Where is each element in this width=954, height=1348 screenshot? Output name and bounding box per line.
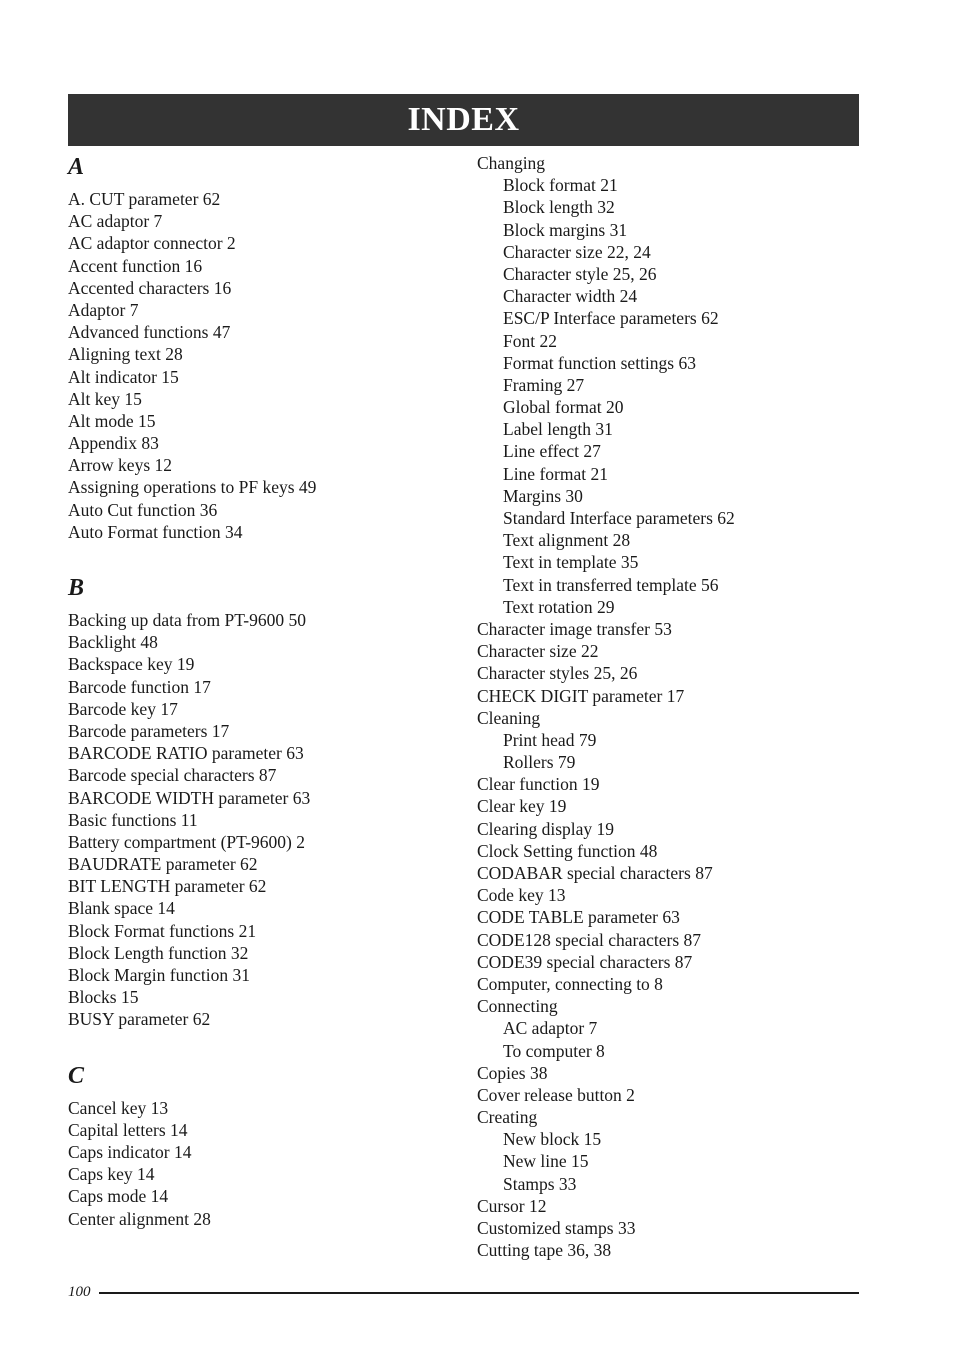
index-entry: CHECK DIGIT parameter 17 [477,685,685,706]
index-subentry: Text in template 35 [503,552,639,573]
index-subentry: Block margins 31 [503,219,628,240]
index-entry: Clear key 19 [477,796,567,817]
index-subentry: Label length 31 [503,419,613,440]
index-entry: Blocks 15 [68,987,139,1008]
footer-rule [99,1292,860,1294]
index-subentry: Character size 22, 24 [503,241,651,262]
index-entry: Assigning operations to PF keys 49 [68,477,317,498]
index-entry: Center alignment 28 [68,1208,211,1229]
index-entry: Aligning text 28 [68,344,183,365]
index-entry: Caps indicator 14 [68,1141,192,1162]
section-letter: A [68,154,85,180]
index-subentry: Block length 32 [503,197,615,218]
index-entry: Customized stamps 33 [477,1218,636,1238]
index-entry: Battery compartment (PT-9600) 2 [68,831,306,852]
index-entry: Cursor 12 [477,1195,547,1216]
index-subentry: Text rotation 29 [503,596,615,617]
section-letter: B [68,575,85,601]
index-entry: Backlight 48 [68,632,158,653]
index-subentry: New block 15 [503,1129,602,1150]
index-entry: CODABAR special characters 87 [477,863,713,883]
index-entry: BARCODE WIDTH parameter 63 [68,787,311,808]
index-subentry: Line format 21 [503,463,608,484]
index-entry: Block Format functions 21 [68,920,257,941]
index-entry: Caps mode 14 [68,1186,169,1207]
index-subentry: Stamps 33 [503,1173,577,1194]
index-entry: Cutting tape 36, 38 [477,1240,612,1261]
index-entry: CODE128 special characters 87 [477,929,702,950]
index-entry: Changing [477,153,546,173]
index-subentry: Character width 24 [503,286,638,307]
index-entry: Block Length function 32 [68,942,249,963]
index-entry: Capital letters 14 [68,1119,188,1140]
index-entry: Block Margin function 31 [68,965,250,985]
index-entry: Character styles 25, 26 [477,663,638,684]
index-entry: Cleaning [477,707,541,728]
index-entry: Adaptor 7 [68,299,139,320]
section-letter: C [68,1062,85,1089]
index-entry: Accented characters 16 [68,277,232,298]
index-entry: AC adaptor 7 [68,211,163,232]
index-subentry: Margins 30 [503,485,583,506]
index-subentry: Block format 21 [503,175,618,196]
index-entry: CODE TABLE parameter 63 [477,907,680,928]
index-subentry: ESC/P Interface parameters 62 [503,308,719,329]
index-entry: Clock Setting function 48 [477,840,658,861]
page-title: INDEX [407,101,520,138]
index-title-bar [68,94,859,146]
index-subentry: Standard Interface parameters 62 [503,508,735,528]
index-entry: Clearing display 19 [477,818,615,839]
index-entry: Creating [477,1107,538,1128]
index-entry: Computer, connecting to 8 [477,973,663,994]
index-entry: Clear function 19 [477,774,600,795]
index-entry: Auto Cut function 36 [68,499,218,520]
index-entry: Character size 22 [477,641,599,662]
index-subentry: Character style 25, 26 [503,263,657,284]
index-entry: Auto Format function 34 [68,521,243,542]
index-entry: Appendix 83 [68,433,159,454]
index-section-b [68,571,448,1031]
index-subentry: Format function settings 63 [503,352,696,373]
index-section-c [68,1059,448,1230]
index-entry: BUSY parameter 62 [68,1009,211,1030]
index-right-column [477,152,877,1261]
index-entry: Barcode key 17 [68,698,178,719]
index-subentry: AC adaptor 7 [503,1018,598,1039]
index-entry: Alt mode 15 [68,410,156,431]
index-entry: Blank space 14 [68,898,175,919]
section-spacer [68,543,448,571]
index-entry-list [68,1097,448,1230]
index-entry: Barcode parameters 17 [68,720,230,741]
index-entry: Backing up data from PT-9600 50 [68,610,307,630]
index-entry: BIT LENGTH parameter 62 [68,876,267,897]
index-subentry: Line effect 27 [503,441,601,462]
index-entry: BAUDRATE parameter 62 [68,854,258,875]
page-footer [68,1282,859,1302]
index-entry: Basic functions 11 [68,809,198,830]
index-subentry: Font 22 [503,330,557,351]
index-entry-list [68,609,448,1031]
index-entry: Advanced functions 47 [68,322,231,343]
page-number: 100 [68,1283,91,1300]
index-entry: CODE39 special characters 87 [477,951,693,972]
index-entry: A. CUT parameter 62 [68,189,221,209]
index-entry: Connecting [477,996,558,1017]
index-entry: Barcode special characters 87 [68,765,277,786]
index-entry: Copies 38 [477,1062,548,1083]
index-subentry: Global format 20 [503,397,624,418]
index-entry-list [68,188,448,543]
index-entry: Backspace key 19 [68,654,195,675]
index-section-a [68,150,448,543]
index-entry: AC adaptor connector 2 [68,233,236,254]
index-left-column [68,150,448,1230]
index-subentry: To computer 8 [503,1040,605,1061]
index-entry: Caps key 14 [68,1164,155,1185]
index-entry: Code key 13 [477,885,566,906]
index-subentry: Print head 79 [503,729,597,750]
index-entry: Character image transfer 53 [477,618,672,639]
index-entry: Cancel key 13 [68,1097,169,1118]
section-spacer [68,1031,448,1059]
index-subentry: Framing 27 [503,374,585,395]
index-subentry: Text alignment 28 [503,530,631,551]
index-entry: Alt key 15 [68,388,142,409]
index-entry: Barcode function 17 [68,676,211,697]
index-entry: Cover release button 2 [477,1084,635,1105]
index-subentry: Text in transferred template 56 [503,574,719,595]
index-entry-list [477,152,877,1261]
index-subentry: New line 15 [503,1151,589,1172]
index-entry: Alt indicator 15 [68,366,179,387]
index-entry: BARCODE RATIO parameter 63 [68,743,304,764]
index-entry: Accent function 16 [68,255,203,276]
index-subentry: Rollers 79 [503,752,576,773]
index-entry: Arrow keys 12 [68,455,173,476]
